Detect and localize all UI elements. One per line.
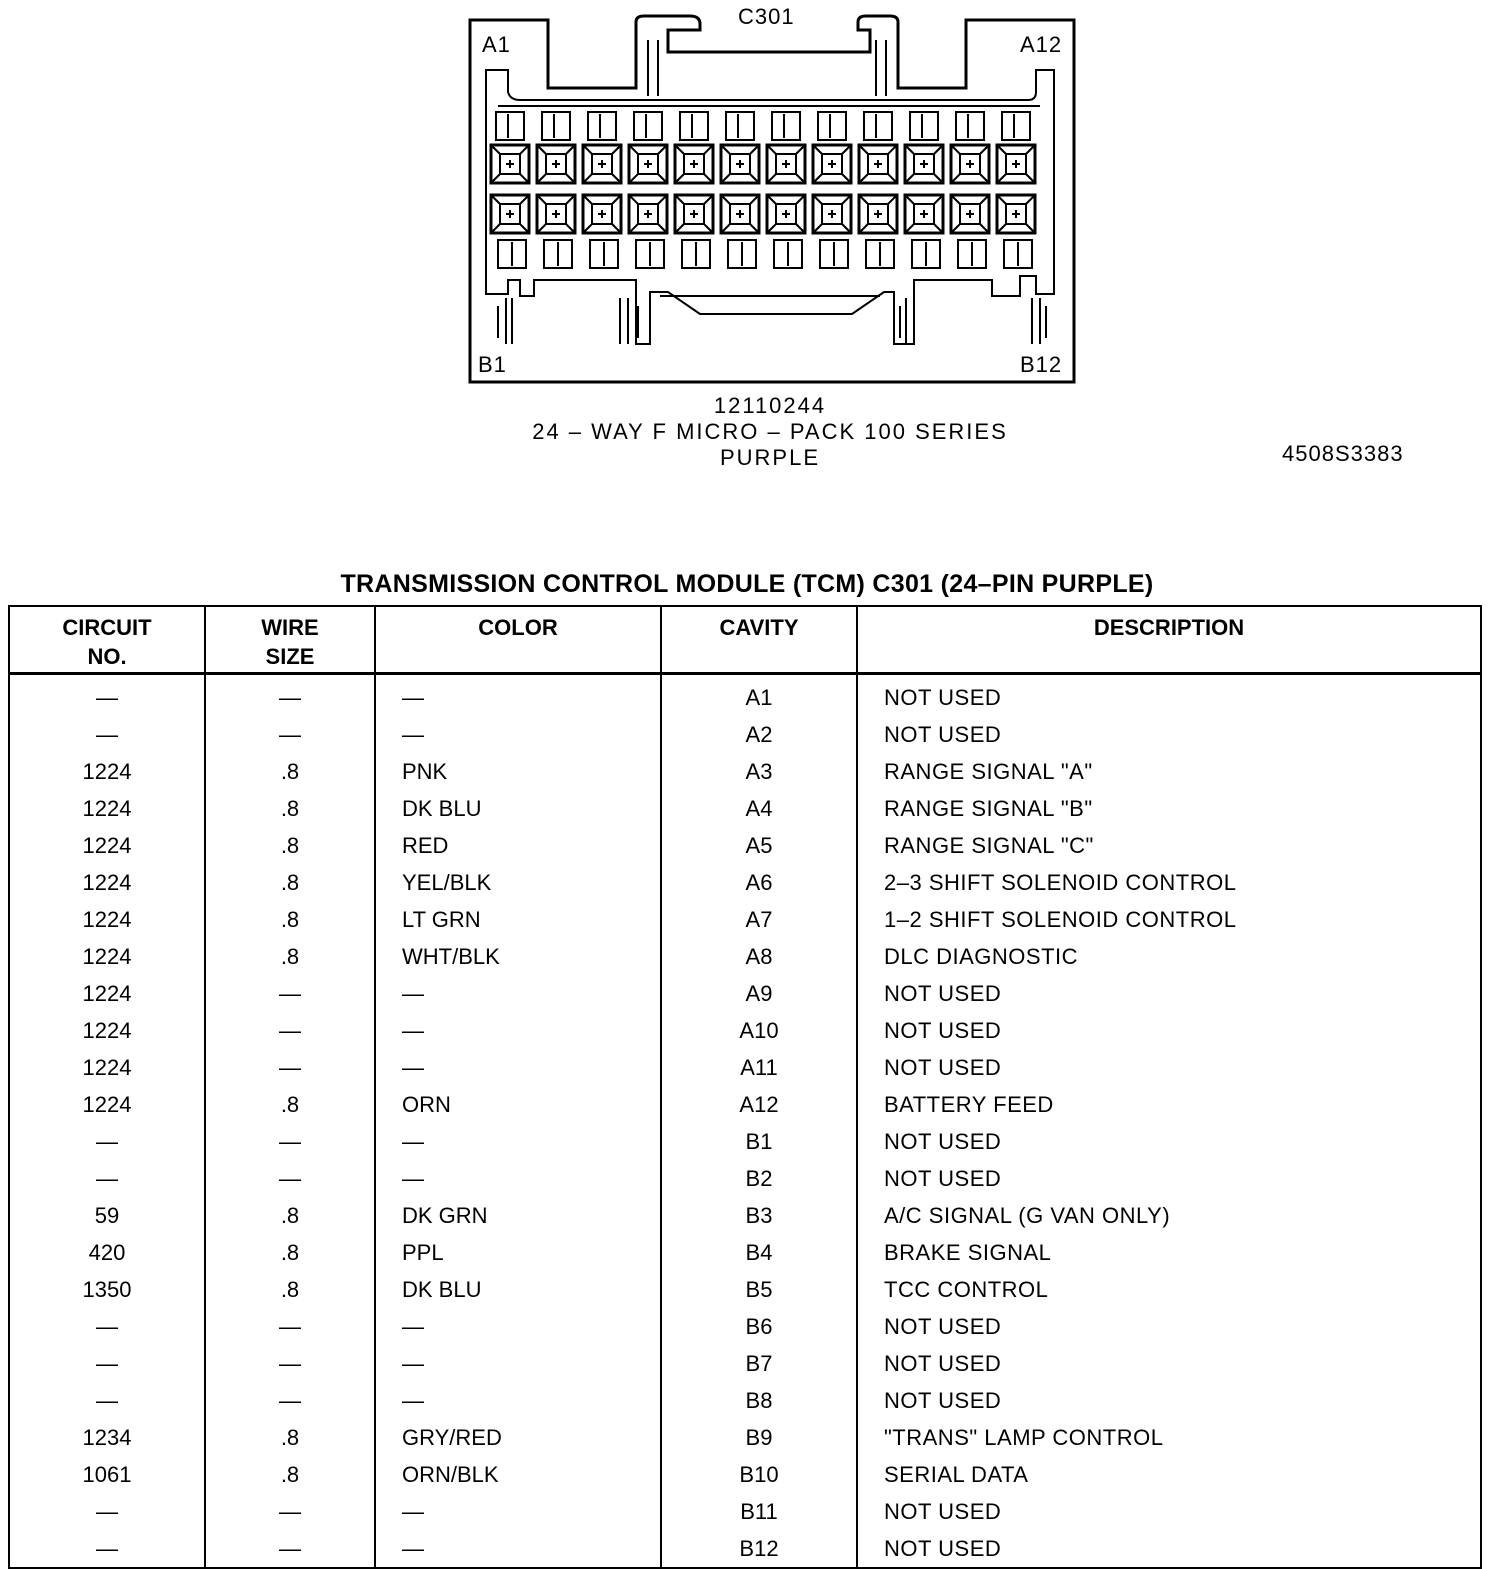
wire-size-cell: .8: [205, 827, 375, 864]
latch-window: [910, 112, 938, 140]
color-cell: YEL/BLK: [375, 864, 661, 901]
circuit-cell: —: [9, 1530, 205, 1568]
table-row: [9, 1493, 1481, 1530]
wire-size-cell: .8: [205, 1419, 375, 1456]
pin-label-b12: B12: [1020, 352, 1063, 377]
pin-label-a1: A1: [482, 32, 511, 57]
color-cell: —: [375, 1308, 661, 1345]
pin-label-b1: B1: [478, 352, 507, 377]
connector-label: C301: [738, 4, 795, 29]
wire-size-cell: —: [205, 975, 375, 1012]
description-cell: RANGE SIGNAL "A": [857, 753, 1481, 790]
circuit-cell: —: [9, 1123, 205, 1160]
cavity-cell: A4: [661, 790, 857, 827]
cavity-cell: A11: [661, 1049, 857, 1086]
cavity-cell: B8: [661, 1382, 857, 1419]
circuit-cell: 1224: [9, 1012, 205, 1049]
header-circuit: [9, 606, 205, 674]
description-cell: NOT USED: [857, 1530, 1481, 1568]
pinout-table: [8, 605, 1482, 1569]
description-cell: NOT USED: [857, 1160, 1481, 1197]
header-circuit-line2: NO.: [87, 644, 127, 669]
color-cell: —: [375, 1049, 661, 1086]
description-cell: SERIAL DATA: [857, 1456, 1481, 1493]
cavity-cell: B6: [661, 1308, 857, 1345]
circuit-cell: 1224: [9, 827, 205, 864]
wire-size-cell: —: [205, 1345, 375, 1382]
description-cell: BATTERY FEED: [857, 1086, 1481, 1123]
color-cell: —: [375, 1123, 661, 1160]
color-cell: PNK: [375, 753, 661, 790]
latch-window: [726, 112, 754, 140]
circuit-cell: —: [9, 1308, 205, 1345]
wire-size-cell: —: [205, 1049, 375, 1086]
circuit-cell: —: [9, 1345, 205, 1382]
circuit-cell: 1350: [9, 1271, 205, 1308]
table-row: [9, 674, 1481, 717]
wire-size-cell: —: [205, 1493, 375, 1530]
wire-size-cell: —: [205, 1382, 375, 1419]
cavity-cell: A1: [661, 674, 857, 717]
table-row: [9, 864, 1481, 901]
circuit-cell: 1224: [9, 975, 205, 1012]
latch-window: [542, 112, 570, 140]
cavity-cell: B7: [661, 1345, 857, 1382]
latch-window: [496, 112, 524, 140]
cavity-cell: B3: [661, 1197, 857, 1234]
latch-window: [1002, 112, 1030, 140]
cavity-cell: A10: [661, 1012, 857, 1049]
wire-size-cell: —: [205, 716, 375, 753]
circuit-cell: 1224: [9, 938, 205, 975]
color-cell: DK BLU: [375, 790, 661, 827]
wire-size-cell: .8: [205, 1234, 375, 1271]
cavity-cell: A12: [661, 1086, 857, 1123]
table-row: [9, 1530, 1481, 1568]
color-cell: RED: [375, 827, 661, 864]
description-cell: NOT USED: [857, 1123, 1481, 1160]
connector-color: PURPLE: [719, 445, 821, 470]
description-cell: 2–3 SHIFT SOLENOID CONTROL: [857, 864, 1481, 901]
description-cell: NOT USED: [857, 1382, 1481, 1419]
cavity-cell: A6: [661, 864, 857, 901]
header-description: DESCRIPTION: [857, 606, 1481, 674]
cavity-cell: A5: [661, 827, 857, 864]
table-row: [9, 827, 1481, 864]
table-row: [9, 901, 1481, 938]
latch-window: [680, 112, 708, 140]
table-row: [9, 790, 1481, 827]
description-cell: NOT USED: [857, 1493, 1481, 1530]
description-cell: 1–2 SHIFT SOLENOID CONTROL: [857, 901, 1481, 938]
circuit-cell: 420: [9, 1234, 205, 1271]
wire-size-cell: .8: [205, 790, 375, 827]
table-title: TRANSMISSION CONTROL MODULE (TCM) C301 (24–PIN PURPLE): [340, 570, 1154, 598]
color-cell: LT GRN: [375, 901, 661, 938]
wire-size-cell: .8: [205, 1271, 375, 1308]
cavity-cell: B11: [661, 1493, 857, 1530]
description-cell: "TRANS" LAMP CONTROL: [857, 1419, 1481, 1456]
description-cell: NOT USED: [857, 716, 1481, 753]
wire-size-cell: —: [205, 1123, 375, 1160]
table-row: [9, 975, 1481, 1012]
latch-window: [634, 112, 662, 140]
header-circuit-line1: CIRCUIT: [62, 615, 152, 640]
header-cavity: CAVITY: [661, 606, 857, 674]
wire-size-cell: —: [205, 1012, 375, 1049]
part-number: 12110244: [713, 393, 827, 418]
cavity-cell: B4: [661, 1234, 857, 1271]
description-cell: NOT USED: [857, 674, 1481, 717]
color-cell: ORN/BLK: [375, 1456, 661, 1493]
description-cell: NOT USED: [857, 1345, 1481, 1382]
color-cell: DK GRN: [375, 1197, 661, 1234]
circuit-cell: 1224: [9, 1049, 205, 1086]
circuit-cell: —: [9, 1493, 205, 1530]
wire-size-cell: .8: [205, 864, 375, 901]
color-cell: —: [375, 1345, 661, 1382]
table-row: [9, 1345, 1481, 1382]
circuit-cell: —: [9, 1160, 205, 1197]
table-header-row: [9, 606, 1481, 674]
wire-size-cell: —: [205, 1160, 375, 1197]
table-row: [9, 1419, 1481, 1456]
cavity-cell: A8: [661, 938, 857, 975]
color-cell: —: [375, 1012, 661, 1049]
circuit-cell: 1224: [9, 790, 205, 827]
wire-size-cell: .8: [205, 901, 375, 938]
cavity-cell: B5: [661, 1271, 857, 1308]
circuit-cell: —: [9, 716, 205, 753]
drawing-id: 4508S3383: [1282, 441, 1404, 466]
latch-window: [818, 112, 846, 140]
wire-size-cell: .8: [205, 753, 375, 790]
header-color: COLOR: [375, 606, 661, 674]
cavity-cell: A2: [661, 716, 857, 753]
table-row: [9, 716, 1481, 753]
cavity-cell: B12: [661, 1530, 857, 1568]
table-row: [9, 1160, 1481, 1197]
circuit-cell: 1224: [9, 1086, 205, 1123]
table-row: [9, 1308, 1481, 1345]
table-row: [9, 1382, 1481, 1419]
description-cell: NOT USED: [857, 975, 1481, 1012]
circuit-cell: 1224: [9, 753, 205, 790]
color-cell: —: [375, 716, 661, 753]
color-cell: —: [375, 975, 661, 1012]
description-cell: TCC CONTROL: [857, 1271, 1481, 1308]
description-cell: RANGE SIGNAL "C": [857, 827, 1481, 864]
table-row: [9, 938, 1481, 975]
description-cell: DLC DIAGNOSTIC: [857, 938, 1481, 975]
cavity-grid: [491, 112, 1035, 268]
description-cell: NOT USED: [857, 1012, 1481, 1049]
description-cell: NOT USED: [857, 1049, 1481, 1086]
pin-label-a12: A12: [1020, 32, 1063, 57]
circuit-cell: —: [9, 1382, 205, 1419]
circuit-cell: 1234: [9, 1419, 205, 1456]
cavity-cell: B1: [661, 1123, 857, 1160]
table-row: [9, 1271, 1481, 1308]
color-cell: —: [375, 1160, 661, 1197]
cavity-cell: A9: [661, 975, 857, 1012]
color-cell: —: [375, 1382, 661, 1419]
table-row: [9, 1234, 1481, 1271]
header-wire-size: [205, 606, 375, 674]
color-cell: —: [375, 674, 661, 717]
circuit-cell: 59: [9, 1197, 205, 1234]
color-cell: ORN: [375, 1086, 661, 1123]
table-row: [9, 1086, 1481, 1123]
wire-size-cell: —: [205, 1308, 375, 1345]
table-row: [9, 1197, 1481, 1234]
wire-size-cell: —: [205, 674, 375, 717]
cavity-cell: A7: [661, 901, 857, 938]
latch-window: [772, 112, 800, 140]
color-cell: WHT/BLK: [375, 938, 661, 975]
description-cell: NOT USED: [857, 1308, 1481, 1345]
wire-size-cell: .8: [205, 938, 375, 975]
table-row: [9, 1123, 1481, 1160]
color-cell: —: [375, 1493, 661, 1530]
latch-window: [588, 112, 616, 140]
circuit-cell: —: [9, 674, 205, 717]
color-cell: DK BLU: [375, 1271, 661, 1308]
table-row: [9, 753, 1481, 790]
cavity-cell: B9: [661, 1419, 857, 1456]
header-wire-line1: WIRE: [261, 615, 319, 640]
header-wire-line2: SIZE: [265, 644, 315, 669]
latch-window: [864, 112, 892, 140]
wire-size-cell: .8: [205, 1456, 375, 1493]
latch-window: [956, 112, 984, 140]
connector-description: 24 – WAY F MICRO – PACK 100 SERIES: [532, 419, 1008, 444]
color-cell: —: [375, 1530, 661, 1568]
circuit-cell: 1224: [9, 864, 205, 901]
wire-size-cell: .8: [205, 1197, 375, 1234]
description-cell: BRAKE SIGNAL: [857, 1234, 1481, 1271]
table-row: [9, 1012, 1481, 1049]
cavity-cell: B10: [661, 1456, 857, 1493]
description-cell: A/C SIGNAL (G VAN ONLY): [857, 1197, 1481, 1234]
table-row: [9, 1456, 1481, 1493]
color-cell: PPL: [375, 1234, 661, 1271]
wire-size-cell: .8: [205, 1086, 375, 1123]
color-cell: GRY/RED: [375, 1419, 661, 1456]
wire-size-cell: —: [205, 1530, 375, 1568]
table-body: [9, 674, 1481, 1569]
cavity-cell: A3: [661, 753, 857, 790]
circuit-cell: 1224: [9, 901, 205, 938]
description-cell: RANGE SIGNAL "B": [857, 790, 1481, 827]
circuit-cell: 1061: [9, 1456, 205, 1493]
cavity-cell: B2: [661, 1160, 857, 1197]
table-row: [9, 1049, 1481, 1086]
